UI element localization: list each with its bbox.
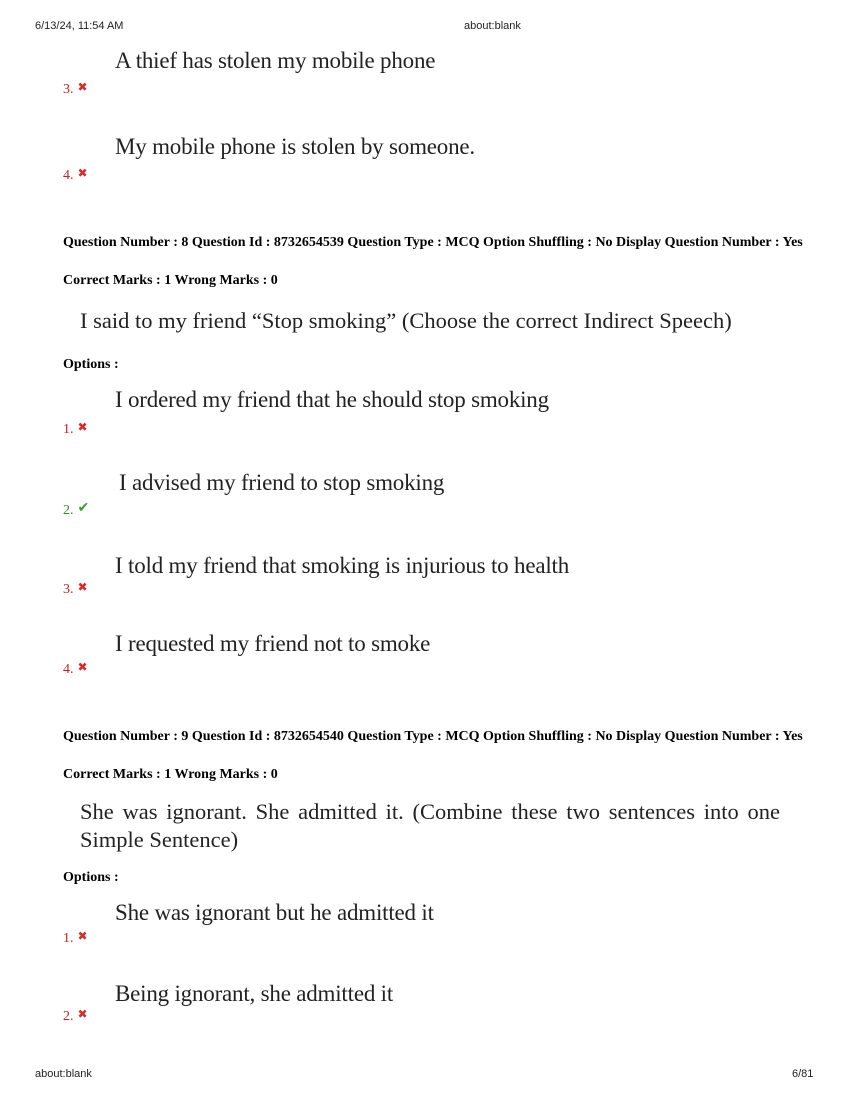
option-text: I requested my friend not to smoke <box>115 631 431 656</box>
option-number: 4. ✖ <box>63 660 88 677</box>
q9-question-text: She was ignorant. She admitted it. (Combine these two sentences into one Simple Sentence) <box>80 799 780 852</box>
option-text: Being ignorant, she admitted it <box>115 981 394 1006</box>
option-text: I told my friend that smoking is injurious to health <box>115 553 570 578</box>
q8-options-label: Options : <box>63 357 119 372</box>
option-number: 1. ✖ <box>63 929 88 946</box>
option-text: She was ignorant but he admitted it <box>115 900 434 925</box>
q9-options-label: Options : <box>63 870 119 885</box>
option-number: 2. ✔ <box>63 501 90 518</box>
option-number: 3. ✖ <box>63 580 88 597</box>
option-number: 2. ✖ <box>63 1007 88 1024</box>
q8-meta: Question Number : 8 Question Id : 8732654539 Question Type : MCQ Option Shuffling : No Display Question Number : Yes <box>63 235 803 250</box>
option-number: 4. ✖ <box>63 166 88 183</box>
page-number: 6/81 <box>792 1068 814 1080</box>
print-footer-url: about:blank <box>35 1068 92 1080</box>
q8-question-text: I said to my friend “Stop smoking” (Choose the correct Indirect Speech) <box>80 308 732 333</box>
wrong-icon: ✖ <box>77 420 88 434</box>
option-text: I ordered my friend that he should stop smoking <box>115 387 549 412</box>
wrong-icon: ✖ <box>77 580 88 594</box>
option-number: 1. ✖ <box>63 420 88 437</box>
option-text: My mobile phone is stolen by someone. <box>115 134 475 159</box>
wrong-icon: ✖ <box>77 929 88 943</box>
wrong-icon: ✖ <box>77 660 88 674</box>
correct-check-icon: ✔ <box>77 501 90 516</box>
q9-marks: Correct Marks : 1 Wrong Marks : 0 <box>63 767 278 782</box>
print-datetime: 6/13/24, 11:54 AM <box>35 20 124 32</box>
wrong-icon: ✖ <box>77 166 88 180</box>
option-number: 3. ✖ <box>63 80 88 97</box>
wrong-icon: ✖ <box>77 1007 88 1021</box>
print-title: about:blank <box>464 20 521 32</box>
q9-meta: Question Number : 9 Question Id : 8732654540 Question Type : MCQ Option Shuffling : No Display Question Number : Yes <box>63 729 803 744</box>
option-text: I advised my friend to stop smoking <box>119 470 445 495</box>
wrong-icon: ✖ <box>77 80 88 94</box>
option-text: A thief has stolen my mobile phone <box>115 48 436 73</box>
q8-marks: Correct Marks : 1 Wrong Marks : 0 <box>63 273 278 288</box>
